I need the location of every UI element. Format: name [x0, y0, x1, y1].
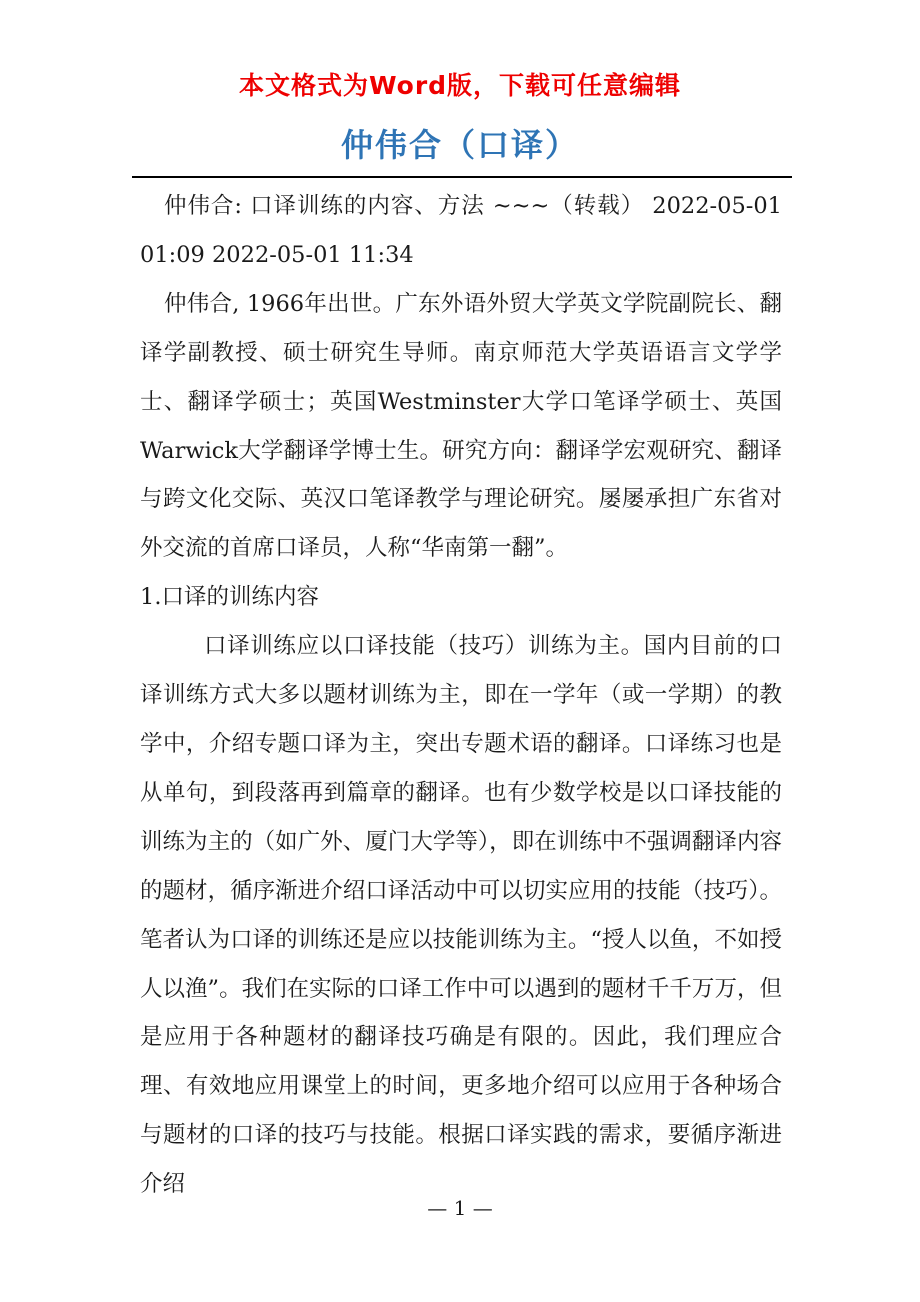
document-title: 仲伟合（口译） — [340, 126, 579, 164]
title-divider — [132, 176, 792, 178]
format-banner: 本文格式为Word版，下载可任意编辑 — [238, 71, 682, 100]
page-number: — 1 — — [427, 1196, 493, 1220]
section-heading: 1.口译的训练内容 — [140, 584, 319, 611]
bio-paragraph: 仲伟合, 1966年出世。广东外语外贸大学英文学院副院长、翻译学副教授、硕士研究生导师。南京师范大学英语语言文学学士、翻译学硕士；英国Westminster大学口笔译学硕士、英国Warwick大学翻译学博士生。研究方向：翻译学宏观研究、翻译与跨文化交际、英汉口笔译教学与理论研究。屡屡承担广东省对外交流的首席口译员，人称“华南第一翻”。 — [140, 290, 782, 562]
document-body — [140, 182, 782, 1209]
training-paragraph: 口译训练应以口译技能（技巧）训练为主。国内目前的口译训练方式大多以题材训练为主，即在一学年（或一学期）的教学中，介绍专题口译为主，突出专题术语的翻译。口译练习也是从单句，到段落再到篇章的翻译。也有少数学校是以口译技能的训练为主的（如广外、厦门大学等），即在训练中不强调翻译内容的题材，循序渐进介绍口译活动中可以切实应用的技能（技巧）。笔者认为口译的训练还是应以技能训练为主。“授人以鱼，不如授人以渔”。我们在实际的口译工作中可以遇到的题材千千万万，但是应用于各种题材的翻译技巧确是有限的。因此，我们理应合理、有效地应用课堂上的时间，更多地介绍可以应用于各种场合与题材的口译的技巧与技能。根据口译实践的需求，要循序渐进介绍 — [140, 633, 782, 1198]
meta-paragraph: 仲伟合: 口译训练的内容、方法 ~~~（转载） 2022-05-01 01:09 2022-05-01 11:34 — [140, 193, 782, 268]
